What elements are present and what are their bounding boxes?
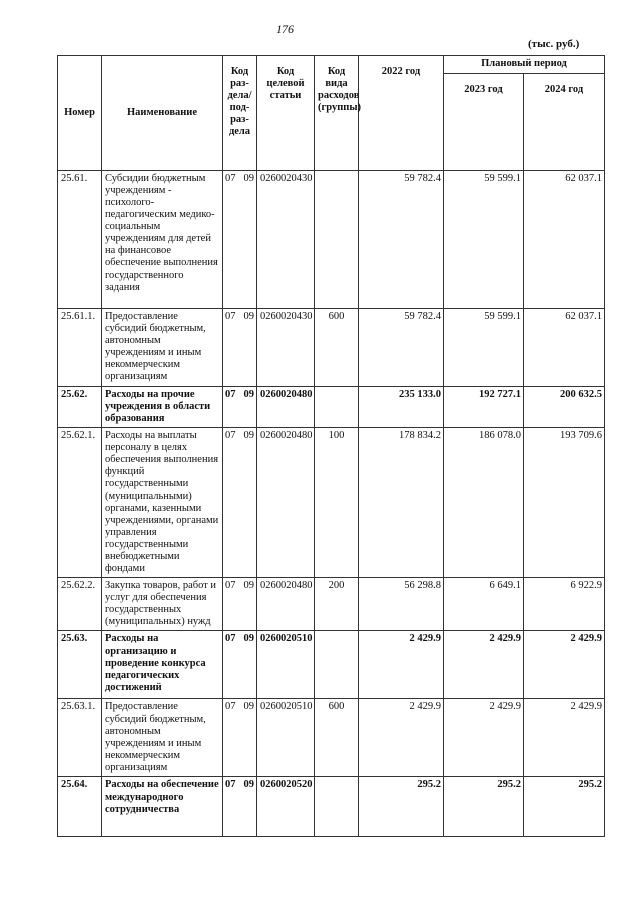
expense-type-code [315, 777, 359, 837]
row-number: 25.62.2. [58, 578, 102, 631]
target-code: 0260020480 [257, 387, 315, 428]
col-header-2022: 2022 год [359, 56, 444, 171]
section-code-cell [223, 578, 257, 631]
subsection-code: 09 [243, 580, 254, 592]
row-number: 25.61. [58, 171, 102, 309]
amount-2022: 235 133.0 [359, 387, 444, 428]
row-number: 25.62. [58, 387, 102, 428]
amount-2024: 193 709.6 [524, 428, 605, 578]
subsection-code: 09 [243, 701, 254, 713]
col-header-name: Наименование [102, 56, 223, 171]
subsection-code: 09 [243, 633, 254, 645]
col-header-target-code: Код целевой статьи [257, 56, 315, 171]
table-row [58, 699, 605, 777]
table-row [58, 387, 605, 428]
amount-2023: 59 599.1 [444, 171, 524, 309]
amount-2023: 295.2 [444, 777, 524, 837]
row-name: Закупка товаров, работ и услуг для обеспечения государственных (муниципальных) нужд [102, 578, 223, 631]
amount-2024: 62 037.1 [524, 309, 605, 387]
amount-2023: 192 727.1 [444, 387, 524, 428]
row-name: Расходы на обеспечение международного сотрудничества [102, 777, 223, 837]
row-number: 25.63.1. [58, 699, 102, 777]
row-name: Расходы на прочие учреждения в области образования [102, 387, 223, 428]
col-header-2023: 2023 год [444, 74, 524, 171]
units-label: (тыс. руб.) [528, 38, 580, 50]
amount-2024: 6 922.9 [524, 578, 605, 631]
section-code-cell [223, 631, 257, 699]
subsection-code: 09 [243, 173, 254, 184]
expense-type-code: 200 [315, 578, 359, 631]
row-number: 25.64. [58, 777, 102, 837]
section-code: 07 [225, 701, 236, 713]
amount-2022: 59 782.4 [359, 171, 444, 309]
section-code-cell [223, 171, 257, 309]
amount-2022: 56 298.8 [359, 578, 444, 631]
section-code: 07 [225, 389, 236, 400]
expense-type-code [315, 631, 359, 699]
target-code: 0260020510 [257, 631, 315, 699]
target-code: 0260020430 [257, 309, 315, 387]
amount-2022: 2 429.9 [359, 699, 444, 777]
amount-2022: 59 782.4 [359, 309, 444, 387]
amount-2023: 2 429.9 [444, 699, 524, 777]
amount-2023: 186 078.0 [444, 428, 524, 578]
amount-2022: 2 429.9 [359, 631, 444, 699]
col-header-number: Номер [58, 56, 102, 171]
amount-2024: 200 632.5 [524, 387, 605, 428]
amount-2024: 2 429.9 [524, 631, 605, 699]
section-code: 07 [225, 430, 236, 442]
table-row [58, 428, 605, 578]
target-code: 0260020510 [257, 699, 315, 777]
section-code-cell [223, 699, 257, 777]
col-header-section-code: Код раз-дела/ под-раз-дела [223, 56, 257, 171]
section-code: 07 [225, 311, 236, 322]
row-name: Предоставление субсидий бюджетным, автономным учреждениям и иным некоммерческим организациям [102, 309, 223, 387]
table-row [58, 631, 605, 699]
section-code: 07 [225, 633, 236, 645]
col-header-2024: 2024 год [524, 74, 605, 171]
col-header-expense-type-code: Код вида расходов (группы) [315, 56, 359, 171]
table-row [58, 777, 605, 837]
row-number: 25.61.1. [58, 309, 102, 387]
subsection-code: 09 [243, 389, 254, 400]
amount-2022: 178 834.2 [359, 428, 444, 578]
section-code-cell [223, 387, 257, 428]
row-name: Субсидии бюджетным учреждениям - психолого-педагогическим медико-социальным учреждениям для детей на финансовое обеспечение выполнения государственного задания [102, 171, 223, 309]
target-code: 0260020480 [257, 578, 315, 631]
section-code: 07 [225, 173, 236, 184]
amount-2024: 62 037.1 [524, 171, 605, 309]
section-code-cell [223, 309, 257, 387]
target-code: 0260020520 [257, 777, 315, 837]
expense-type-code: 100 [315, 428, 359, 578]
target-code: 0260020430 [257, 171, 315, 309]
subsection-code: 09 [243, 430, 254, 442]
target-code: 0260020480 [257, 428, 315, 578]
row-number: 25.63. [58, 631, 102, 699]
amount-2022: 295.2 [359, 777, 444, 837]
section-code-cell [223, 428, 257, 578]
table-row [58, 309, 605, 387]
subsection-code: 09 [243, 779, 254, 791]
section-code-cell [223, 777, 257, 837]
amount-2023: 2 429.9 [444, 631, 524, 699]
expense-type-code: 600 [315, 309, 359, 387]
table-body [58, 171, 605, 837]
row-name: Предоставление субсидий бюджетным, автономным учреждениям и иным некоммерческим организациям [102, 699, 223, 777]
page-number: 176 [276, 22, 294, 36]
amount-2024: 295.2 [524, 777, 605, 837]
amount-2023: 59 599.1 [444, 309, 524, 387]
section-code: 07 [225, 779, 236, 791]
row-name: Расходы на выплаты персоналу в целях обеспечения выполнения функций государственными (муниципальными) органами, казенными учреждениями, органами управления государственными внебюджетными фондами [102, 428, 223, 578]
budget-table [57, 55, 605, 837]
amount-2024: 2 429.9 [524, 699, 605, 777]
expense-type-code [315, 171, 359, 309]
row-name: Расходы на организацию и проведение конкурса педагогических достижений [102, 631, 223, 699]
col-header-planned-period: Плановый период [444, 56, 605, 74]
section-code: 07 [225, 580, 236, 592]
amount-2023: 6 649.1 [444, 578, 524, 631]
table-row [58, 578, 605, 631]
expense-type-code [315, 387, 359, 428]
row-number: 25.62.1. [58, 428, 102, 578]
table-row [58, 171, 605, 309]
expense-type-code: 600 [315, 699, 359, 777]
subsection-code: 09 [243, 311, 254, 322]
